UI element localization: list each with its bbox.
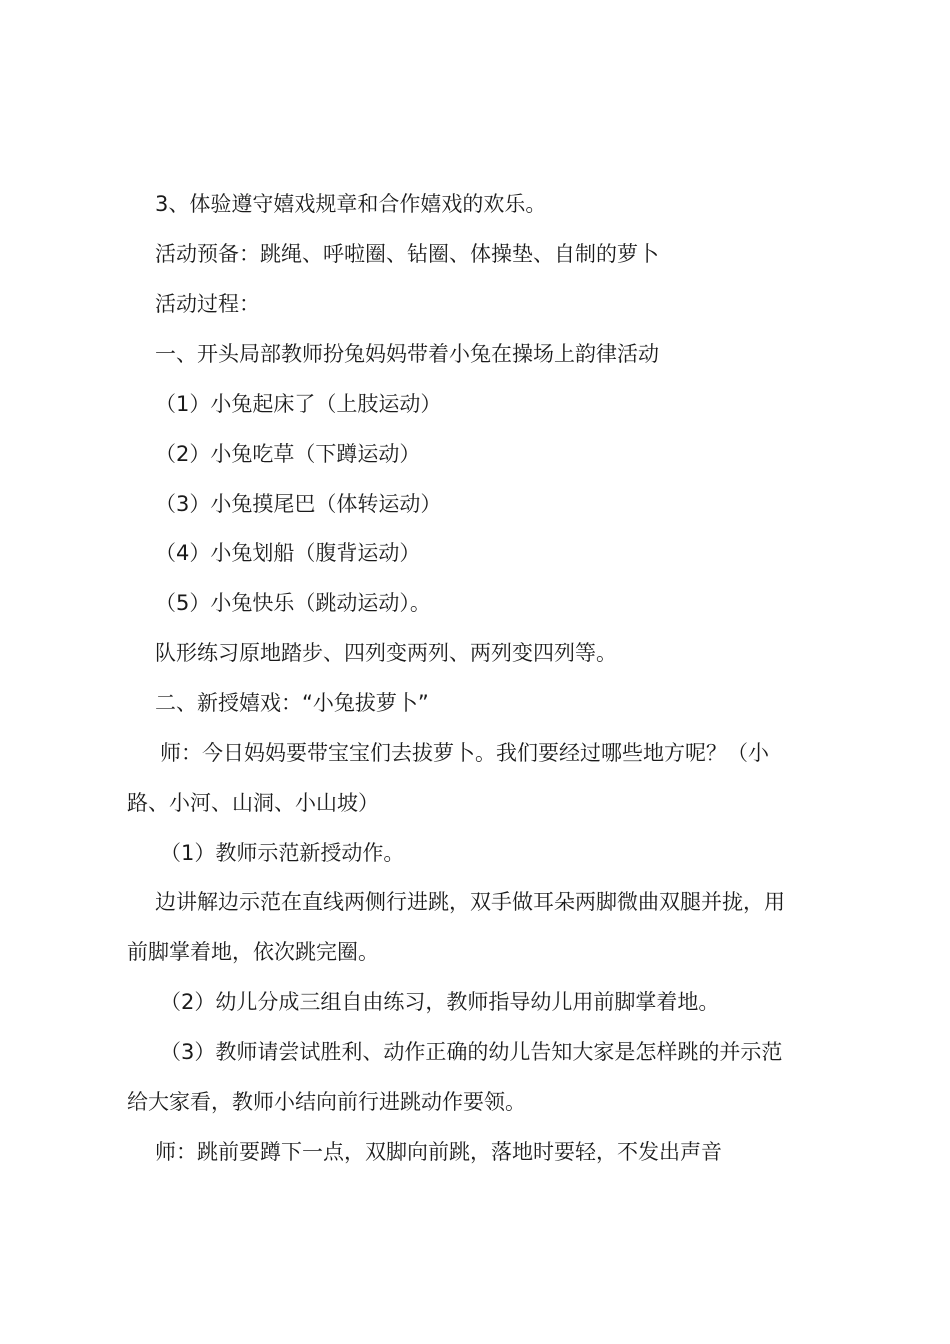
teacher-line: 师：今日妈妈要带宝宝们去拔萝卜。我们要经过哪些地方呢？（小 [160,741,769,765]
list-item: （3）教师请尝试胜利、动作正确的幼儿告知大家是怎样跳的并示范 [160,1040,783,1064]
list-item-cont: 给大家看，教师小结向前行进跳动作要领。 [127,1090,526,1114]
section-1-heading: 一、开头局部教师扮兔妈妈带着小兔在操场上韵律活动 [155,342,659,366]
objective-3: 3、体验遵守嬉戏规章和合作嬉戏的欢乐。 [155,192,547,216]
list-item: （2）小兔吃草（下蹲运动） [155,442,421,466]
list-item: （4）小兔划船（腹背运动） [155,541,421,565]
list-item: （1）小兔起床了（上肢运动） [155,392,442,416]
activity-preparation: 活动预备：跳绳、呼啦圈、钻圈、体操垫、自制的萝卜 [155,242,659,266]
demo-explanation: 边讲解边示范在直线两侧行进跳，双手做耳朵两脚微曲双腿并拢，用 [155,890,785,914]
list-item: （5）小兔快乐（跳动运动）。 [155,591,431,615]
demo-explanation-cont: 前脚掌着地，依次跳完圈。 [127,940,379,964]
section-2-heading: 二、新授嬉戏：“小兔拔萝卜” [155,691,429,715]
activity-process-heading: 活动过程： [155,292,260,316]
list-item: （2）幼儿分成三组自由练习，教师指导幼儿用前脚掌着地。 [160,990,720,1014]
teacher-line-cont: 路、小河、山洞、小山坡） [127,791,379,815]
formation-practice: 队形练习原地踏步、四列变两列、两列变四列等。 [155,641,617,665]
list-item: （1）教师示范新授动作。 [160,841,405,865]
list-item: （3）小兔摸尾巴（体转运动） [155,492,442,516]
teacher-line: 师：跳前要蹲下一点，双脚向前跳，落地时要轻，不发出声音 [155,1140,722,1164]
